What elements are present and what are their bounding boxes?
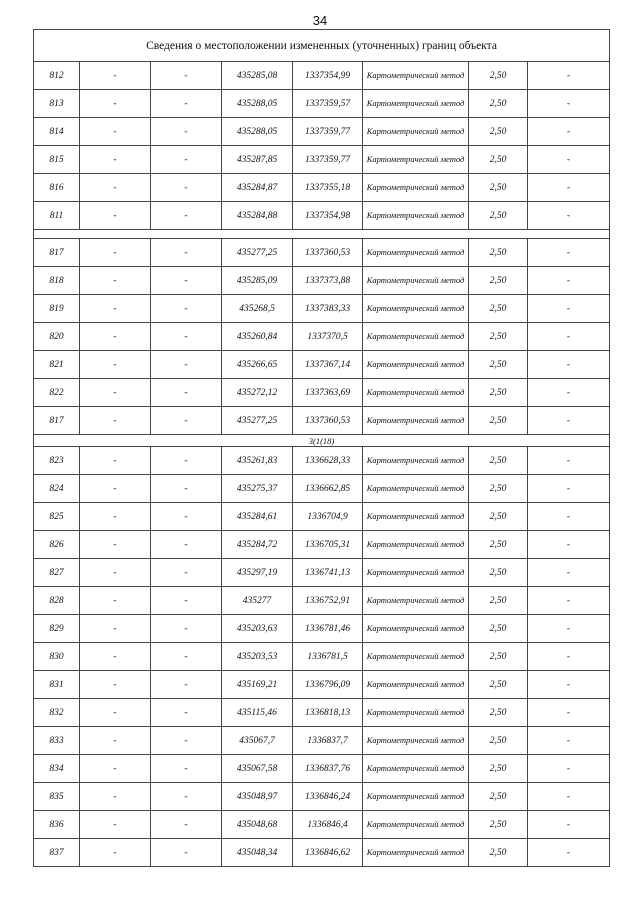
- accuracy-cell: 2,50: [469, 62, 528, 90]
- point-number-cell: 825: [34, 503, 80, 531]
- method-cell: Картометрический метод: [363, 407, 469, 435]
- y-coordinate-cell: 1337383,33: [293, 295, 363, 323]
- separator-cell: [34, 230, 610, 239]
- note-cell: -: [528, 503, 610, 531]
- x-coordinate-cell: 435203,63: [222, 615, 293, 643]
- dash-cell: -: [80, 643, 151, 671]
- method-cell: Картометрический метод: [363, 146, 469, 174]
- x-coordinate-cell: 435261,83: [222, 447, 293, 475]
- y-coordinate-cell: 1336704,9: [293, 503, 363, 531]
- boundary-coordinates-table: [33, 29, 610, 867]
- table-row: [34, 671, 610, 699]
- dash-cell: -: [80, 295, 151, 323]
- accuracy-cell: 2,50: [469, 351, 528, 379]
- dash-cell: -: [151, 174, 222, 202]
- method-cell: Картометрический метод: [363, 174, 469, 202]
- y-coordinate-cell: 1336705,31: [293, 531, 363, 559]
- note-cell: -: [528, 727, 610, 755]
- method-cell: Картометрический метод: [363, 379, 469, 407]
- table-row: [34, 407, 610, 435]
- x-coordinate-cell: 435284,87: [222, 174, 293, 202]
- dash-cell: -: [151, 267, 222, 295]
- note-cell: -: [528, 267, 610, 295]
- x-coordinate-cell: 435266,65: [222, 351, 293, 379]
- point-number-cell: 835: [34, 783, 80, 811]
- table-row: [34, 62, 610, 90]
- point-number-cell: 833: [34, 727, 80, 755]
- point-number-cell: 826: [34, 531, 80, 559]
- note-cell: -: [528, 174, 610, 202]
- y-coordinate-cell: 1337359,77: [293, 118, 363, 146]
- method-cell: Картометрический метод: [363, 90, 469, 118]
- note-cell: -: [528, 615, 610, 643]
- x-coordinate-cell: 435048,97: [222, 783, 293, 811]
- dash-cell: -: [151, 783, 222, 811]
- x-coordinate-cell: 435169,21: [222, 671, 293, 699]
- table-row: [34, 90, 610, 118]
- x-coordinate-cell: 435203,53: [222, 643, 293, 671]
- dash-cell: -: [80, 587, 151, 615]
- point-number-cell: 831: [34, 671, 80, 699]
- point-number-cell: 815: [34, 146, 80, 174]
- accuracy-cell: 2,50: [469, 379, 528, 407]
- method-cell: Картометрический метод: [363, 755, 469, 783]
- point-number-cell: 817: [34, 407, 80, 435]
- table-row: [34, 475, 610, 503]
- note-cell: -: [528, 839, 610, 867]
- point-number-cell: 834: [34, 755, 80, 783]
- accuracy-cell: 2,50: [469, 503, 528, 531]
- table-row: [34, 239, 610, 267]
- table-row: [34, 559, 610, 587]
- point-number-cell: 817: [34, 239, 80, 267]
- method-cell: Картометрический метод: [363, 62, 469, 90]
- y-coordinate-cell: 1336846,62: [293, 839, 363, 867]
- dash-cell: -: [151, 351, 222, 379]
- point-number-cell: 821: [34, 351, 80, 379]
- dash-cell: -: [151, 587, 222, 615]
- dash-cell: -: [80, 379, 151, 407]
- y-coordinate-cell: 1337360,53: [293, 239, 363, 267]
- note-cell: -: [528, 811, 610, 839]
- accuracy-cell: 2,50: [469, 531, 528, 559]
- dash-cell: -: [80, 239, 151, 267]
- note-cell: -: [528, 699, 610, 727]
- x-coordinate-cell: 435275,37: [222, 475, 293, 503]
- dash-cell: -: [151, 671, 222, 699]
- y-coordinate-cell: 1336837,76: [293, 755, 363, 783]
- dash-cell: -: [80, 407, 151, 435]
- y-coordinate-cell: 1337359,57: [293, 90, 363, 118]
- method-cell: Картометрический метод: [363, 531, 469, 559]
- section-label: 3(1(18): [34, 435, 610, 447]
- point-number-cell: 811: [34, 202, 80, 230]
- page-number: 34: [312, 13, 328, 28]
- method-cell: Картометрический метод: [363, 727, 469, 755]
- method-cell: Картометрический метод: [363, 587, 469, 615]
- y-coordinate-cell: 1336837,7: [293, 727, 363, 755]
- note-cell: -: [528, 146, 610, 174]
- y-coordinate-cell: 1336818,13: [293, 699, 363, 727]
- dash-cell: -: [80, 323, 151, 351]
- dash-cell: -: [80, 118, 151, 146]
- point-number-cell: 837: [34, 839, 80, 867]
- dash-cell: -: [151, 475, 222, 503]
- x-coordinate-cell: 435260,84: [222, 323, 293, 351]
- note-cell: -: [528, 379, 610, 407]
- x-coordinate-cell: 435288,05: [222, 118, 293, 146]
- dash-cell: -: [80, 783, 151, 811]
- note-cell: -: [528, 559, 610, 587]
- dash-cell: -: [80, 475, 151, 503]
- point-number-cell: 822: [34, 379, 80, 407]
- table-row: [34, 531, 610, 559]
- method-cell: Картометрический метод: [363, 239, 469, 267]
- y-coordinate-cell: 1336662,85: [293, 475, 363, 503]
- table-row: [34, 351, 610, 379]
- dash-cell: -: [80, 146, 151, 174]
- table-row: [34, 783, 610, 811]
- x-coordinate-cell: 435285,08: [222, 62, 293, 90]
- dash-cell: -: [80, 202, 151, 230]
- accuracy-cell: 2,50: [469, 90, 528, 118]
- accuracy-cell: 2,50: [469, 811, 528, 839]
- method-cell: Картометрический метод: [363, 118, 469, 146]
- point-number-cell: 816: [34, 174, 80, 202]
- dash-cell: -: [80, 559, 151, 587]
- accuracy-cell: 2,50: [469, 239, 528, 267]
- dash-cell: -: [151, 407, 222, 435]
- table-row: [34, 615, 610, 643]
- method-cell: Картометрический метод: [363, 615, 469, 643]
- dash-cell: -: [151, 727, 222, 755]
- y-coordinate-cell: 1337355,18: [293, 174, 363, 202]
- dash-cell: -: [151, 323, 222, 351]
- accuracy-cell: 2,50: [469, 727, 528, 755]
- table-row: [34, 755, 610, 783]
- table-row: [34, 146, 610, 174]
- dash-cell: -: [151, 839, 222, 867]
- note-cell: -: [528, 90, 610, 118]
- accuracy-cell: 2,50: [469, 587, 528, 615]
- dash-cell: -: [151, 559, 222, 587]
- dash-cell: -: [80, 90, 151, 118]
- accuracy-cell: 2,50: [469, 615, 528, 643]
- dash-cell: -: [80, 811, 151, 839]
- dash-cell: -: [151, 295, 222, 323]
- note-cell: -: [528, 755, 610, 783]
- x-coordinate-cell: 435284,72: [222, 531, 293, 559]
- dash-cell: -: [151, 146, 222, 174]
- table-row: [34, 267, 610, 295]
- method-cell: Картометрический метод: [363, 295, 469, 323]
- x-coordinate-cell: 435048,68: [222, 811, 293, 839]
- table-row: [34, 811, 610, 839]
- dash-cell: -: [80, 699, 151, 727]
- group-separator-row: [34, 230, 610, 239]
- note-cell: -: [528, 447, 610, 475]
- dash-cell: -: [80, 447, 151, 475]
- method-cell: Картометрический метод: [363, 447, 469, 475]
- dash-cell: -: [80, 671, 151, 699]
- note-cell: -: [528, 475, 610, 503]
- y-coordinate-cell: 1337354,99: [293, 62, 363, 90]
- point-number-cell: 812: [34, 62, 80, 90]
- accuracy-cell: 2,50: [469, 559, 528, 587]
- note-cell: -: [528, 239, 610, 267]
- accuracy-cell: 2,50: [469, 323, 528, 351]
- note-cell: -: [528, 295, 610, 323]
- note-cell: -: [528, 783, 610, 811]
- dash-cell: -: [151, 118, 222, 146]
- dash-cell: -: [151, 62, 222, 90]
- x-coordinate-cell: 435284,61: [222, 503, 293, 531]
- x-coordinate-cell: 435277: [222, 587, 293, 615]
- y-coordinate-cell: 1336741,13: [293, 559, 363, 587]
- y-coordinate-cell: 1337367,14: [293, 351, 363, 379]
- dash-cell: -: [151, 699, 222, 727]
- method-cell: Картометрический метод: [363, 202, 469, 230]
- note-cell: -: [528, 407, 610, 435]
- note-cell: -: [528, 531, 610, 559]
- table-row: [34, 202, 610, 230]
- y-coordinate-cell: 1337359,77: [293, 146, 363, 174]
- x-coordinate-cell: 435277,25: [222, 407, 293, 435]
- x-coordinate-cell: 435272,12: [222, 379, 293, 407]
- x-coordinate-cell: 435297,19: [222, 559, 293, 587]
- y-coordinate-cell: 1336796,09: [293, 671, 363, 699]
- y-coordinate-cell: 1336752,91: [293, 587, 363, 615]
- point-number-cell: 813: [34, 90, 80, 118]
- y-coordinate-cell: 1337370,5: [293, 323, 363, 351]
- point-number-cell: 828: [34, 587, 80, 615]
- table-row: [34, 174, 610, 202]
- dash-cell: -: [151, 503, 222, 531]
- accuracy-cell: 2,50: [469, 671, 528, 699]
- dash-cell: -: [80, 755, 151, 783]
- method-cell: Картометрический метод: [363, 671, 469, 699]
- note-cell: -: [528, 118, 610, 146]
- dash-cell: -: [80, 62, 151, 90]
- accuracy-cell: 2,50: [469, 118, 528, 146]
- table-title: Сведения о местоположении измененных (уточненных) границ объекта: [34, 30, 610, 62]
- accuracy-cell: 2,50: [469, 267, 528, 295]
- dash-cell: -: [80, 727, 151, 755]
- method-cell: Картометрический метод: [363, 475, 469, 503]
- x-coordinate-cell: 435115,46: [222, 699, 293, 727]
- x-coordinate-cell: 435268,5: [222, 295, 293, 323]
- dash-cell: -: [151, 379, 222, 407]
- dash-cell: -: [80, 615, 151, 643]
- point-number-cell: 818: [34, 267, 80, 295]
- point-number-cell: 823: [34, 447, 80, 475]
- dash-cell: -: [151, 447, 222, 475]
- note-cell: -: [528, 671, 610, 699]
- accuracy-cell: 2,50: [469, 174, 528, 202]
- dash-cell: -: [151, 90, 222, 118]
- y-coordinate-cell: 1336846,24: [293, 783, 363, 811]
- table-row: [34, 839, 610, 867]
- point-number-cell: 830: [34, 643, 80, 671]
- accuracy-cell: 2,50: [469, 407, 528, 435]
- point-number-cell: 827: [34, 559, 80, 587]
- note-cell: -: [528, 62, 610, 90]
- accuracy-cell: 2,50: [469, 475, 528, 503]
- table-row: [34, 727, 610, 755]
- note-cell: -: [528, 323, 610, 351]
- accuracy-cell: 2,50: [469, 643, 528, 671]
- x-coordinate-cell: 435288,05: [222, 90, 293, 118]
- dash-cell: -: [80, 267, 151, 295]
- point-number-cell: 814: [34, 118, 80, 146]
- accuracy-cell: 2,50: [469, 699, 528, 727]
- point-number-cell: 836: [34, 811, 80, 839]
- dash-cell: -: [151, 202, 222, 230]
- dash-cell: -: [80, 531, 151, 559]
- x-coordinate-cell: 435067,58: [222, 755, 293, 783]
- method-cell: Картометрический метод: [363, 643, 469, 671]
- method-cell: Картометрический метод: [363, 699, 469, 727]
- y-coordinate-cell: 1336628,33: [293, 447, 363, 475]
- x-coordinate-cell: 435287,85: [222, 146, 293, 174]
- table-row: [34, 503, 610, 531]
- note-cell: -: [528, 587, 610, 615]
- dash-cell: -: [151, 755, 222, 783]
- note-cell: -: [528, 202, 610, 230]
- dash-cell: -: [80, 839, 151, 867]
- method-cell: Картометрический метод: [363, 839, 469, 867]
- dash-cell: -: [151, 643, 222, 671]
- dash-cell: -: [80, 503, 151, 531]
- dash-cell: -: [151, 239, 222, 267]
- accuracy-cell: 2,50: [469, 146, 528, 174]
- accuracy-cell: 2,50: [469, 447, 528, 475]
- method-cell: Картометрический метод: [363, 323, 469, 351]
- x-coordinate-cell: 435067,7: [222, 727, 293, 755]
- y-coordinate-cell: 1337360,53: [293, 407, 363, 435]
- method-cell: Картометрический метод: [363, 559, 469, 587]
- dash-cell: -: [151, 811, 222, 839]
- note-cell: -: [528, 643, 610, 671]
- accuracy-cell: 2,50: [469, 783, 528, 811]
- y-coordinate-cell: 1337354,98: [293, 202, 363, 230]
- accuracy-cell: 2,50: [469, 295, 528, 323]
- y-coordinate-cell: 1337363,69: [293, 379, 363, 407]
- y-coordinate-cell: 1337373,88: [293, 267, 363, 295]
- table-row: [34, 643, 610, 671]
- method-cell: Картометрический метод: [363, 811, 469, 839]
- point-number-cell: 829: [34, 615, 80, 643]
- dash-cell: -: [151, 615, 222, 643]
- accuracy-cell: 2,50: [469, 202, 528, 230]
- dash-cell: -: [80, 174, 151, 202]
- table-row: [34, 447, 610, 475]
- table-row: [34, 295, 610, 323]
- point-number-cell: 819: [34, 295, 80, 323]
- method-cell: Картометрический метод: [363, 267, 469, 295]
- dash-cell: -: [151, 531, 222, 559]
- x-coordinate-cell: 435048,34: [222, 839, 293, 867]
- y-coordinate-cell: 1336846,4: [293, 811, 363, 839]
- accuracy-cell: 2,50: [469, 755, 528, 783]
- table-row: [34, 118, 610, 146]
- method-cell: Картометрический метод: [363, 503, 469, 531]
- method-cell: Картометрический метод: [363, 351, 469, 379]
- dash-cell: -: [80, 351, 151, 379]
- x-coordinate-cell: 435277,25: [222, 239, 293, 267]
- table-row: [34, 323, 610, 351]
- x-coordinate-cell: 435285,09: [222, 267, 293, 295]
- method-cell: Картометрический метод: [363, 783, 469, 811]
- note-cell: -: [528, 351, 610, 379]
- point-number-cell: 832: [34, 699, 80, 727]
- table-row: [34, 379, 610, 407]
- y-coordinate-cell: 1336781,5: [293, 643, 363, 671]
- section-label-row: [34, 435, 610, 447]
- point-number-cell: 824: [34, 475, 80, 503]
- point-number-cell: 820: [34, 323, 80, 351]
- y-coordinate-cell: 1336781,46: [293, 615, 363, 643]
- accuracy-cell: 2,50: [469, 839, 528, 867]
- table-row: [34, 587, 610, 615]
- table-row: [34, 699, 610, 727]
- x-coordinate-cell: 435284,88: [222, 202, 293, 230]
